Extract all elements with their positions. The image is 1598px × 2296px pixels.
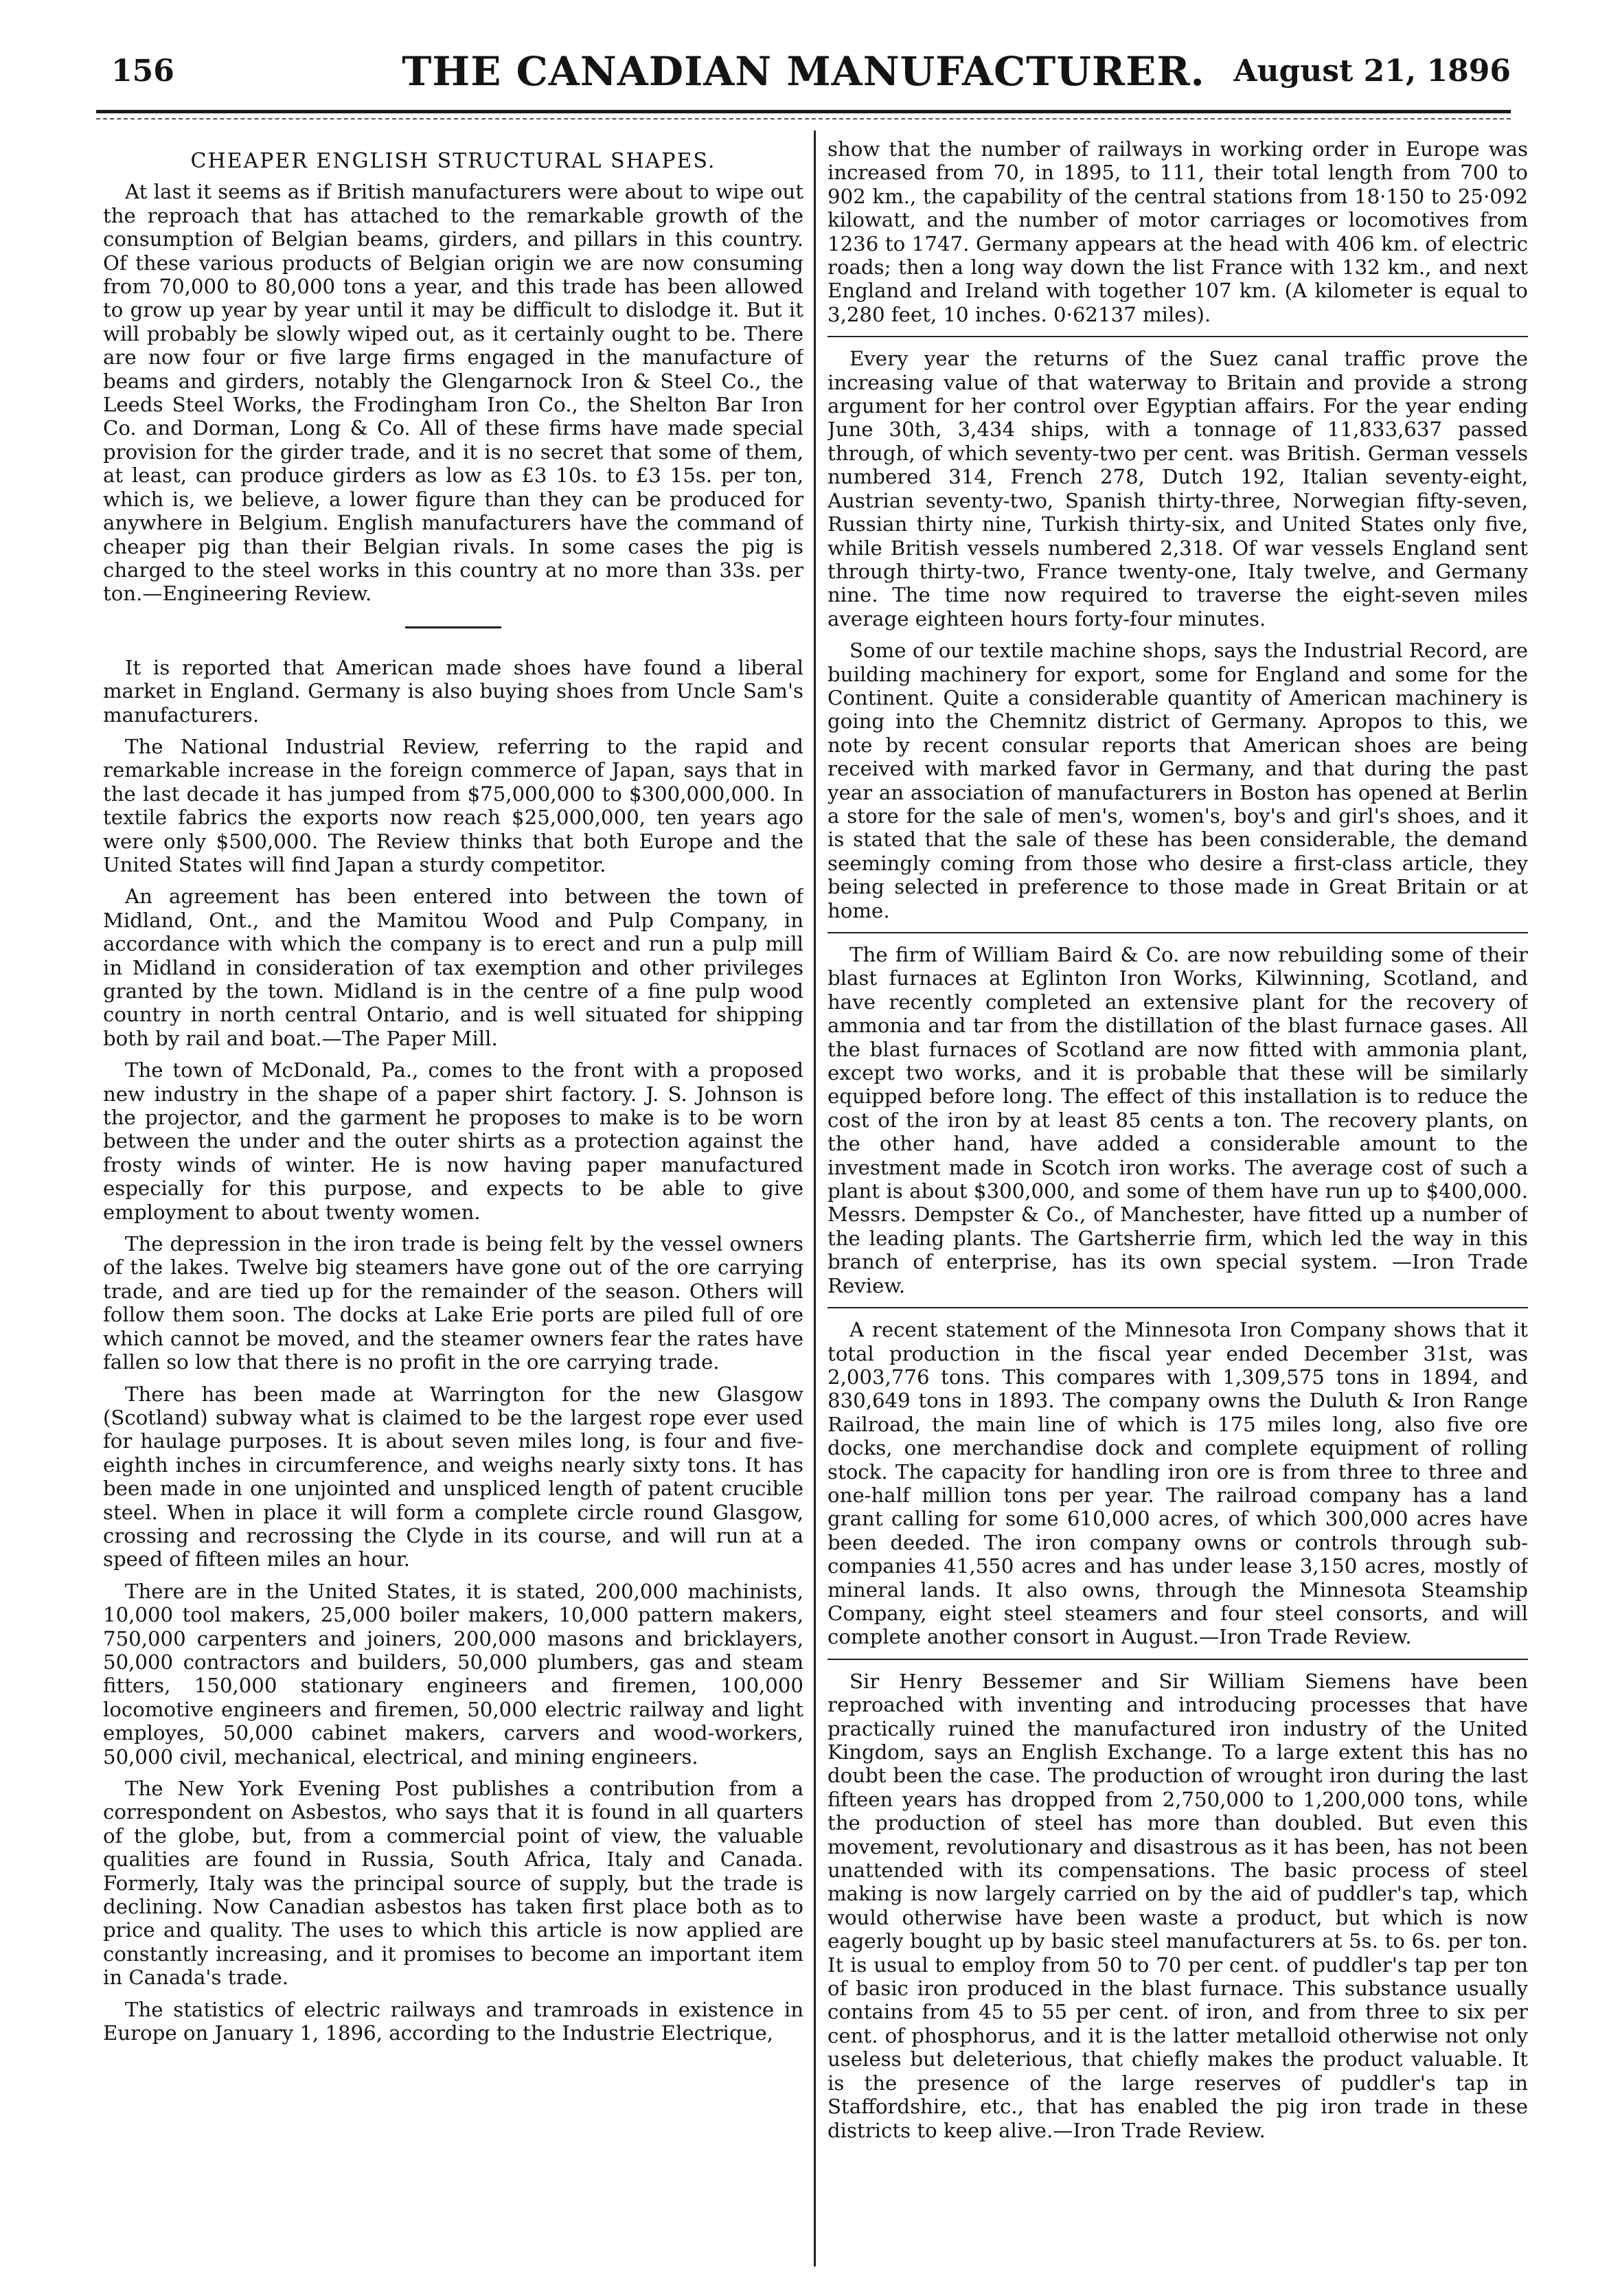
news-text: Every year the returns of the Suez canal traffic prove the increasing value of that waterway to Britain and provide a strong argument for her control over Egyptian affairs. For the year ending June 30th, 3,434 ships, with a tonnage of 11,833,637 passed through, of which seventy-two per cent. was British. German vessels numbered 314, French 278, Dutch 192, Italian seventy-eight, Austrian seventy-two, Spanish thirty-three, Norwegian fifty-seven, Russian thirty nine, Turkish thirty-six, and United States only five, while British vessels numbered 2,318. Of war vessels England sent through thirty-two, France twenty-one, Italy twelve, and Germany nine. The time now required to traverse the eight-seven miles average eighteen hours forty-four minutes. [827, 347, 1528, 630]
header-rule [96, 110, 1511, 113]
news-item [103, 1998, 803, 2045]
news-text: Sir Henry Bessemer and Sir William Siemens have been reproached with inventing and introducing processes that have practically ruined the manufactured iron industry of the United Kingdom, says an English Exchange. To a large extent this has no doubt been the case. The production of wrought iron during the last fifteen years has dropped from 2,750,000 to 1,200,000 tons, while the production of steel has more than doubled. But even this movement, revolutionary and disastrous as it has been, has not been unattended with its compensations. The basic process of steel making is now largely carried on by the aid of puddler's tap, which would otherwise have been waste a product, but which is now eagerly bought up by basic steel manufacturers at 5s. to 6s. per ton. It is usual to employ from 50 to 70 per cent. of puddler's tap per ton of basic iron produced in the blast furnace. This substance usually contains from 45 to 55 per cent. of iron, and from three to six per cent. of phosphorus, and it is the latter metalloid otherwise not only useless but deleterious, that chiefly makes the product valuable. It is the presence of the large reserves of puddler's tap in Staffordshire, etc., that has enabled the pig iron trade in these districts to keep alive.—Iron Trade Review. [827, 1669, 1528, 2142]
publication-title: THE CANADIAN MANUFACTURER. [402, 48, 1205, 95]
news-text: There are in the United States, it is stated, 200,000 machinists, 10,000 tool makers, 25,000 boiler makers, 10,000 pattern makers, 750,000 carpenters and joiners, 200,000 masons and bricklayers, 50,000 contractors and builders, 50,000 plumbers, gas and steam fitters, 150,000 stationary engineers and firemen, 100,000 locomotive engineers and firemen, 50,000 electric railway and light employes, 50,000 cabinet makers, carvers and wood-workers, 50,000 civil, mechanical, electrical, and mining engineers. [103, 1579, 803, 1769]
news-item [827, 1670, 1528, 2142]
news-item [103, 1383, 803, 1571]
issue-date: August 21, 1896 [1233, 54, 1511, 89]
news-text: The New York Evening Post publishes a contribution from a correspondent on Asbestos, who says that it is found in all quarters of the globe, but, from a commercial point of view, the valuable qualities are found in Russia, South Africa, Italy and Canada. Formerly, Italy was the principal source of supply, but the trade is declining. Now Canadian asbestos has taken first place both as to price and quality. The uses to which this article is now applied are constantly increasing, and it promises to become an important item in Canada's trade. [103, 1777, 803, 1990]
left-column [103, 137, 803, 2266]
ornament-divider [405, 626, 501, 628]
news-text: A recent statement of the Minnesota Iron Company shows that it total production in the fiscal year ended December 31st, was 2,003,776 tons. This compares with 1,309,575 tons in 1894, and 830,649 tons in 1893. The company owns the Duluth & Iron Range Railroad, the main line of which is 175 miles long, also five ore docks, one merchandise dock and complete equipment of rolling stock. The capacity for handling iron ore is from three to three and one-half million tons per year. The railroad company has a land grant calling for some 610,000 acres, of which 300,000 acres have been deeded. The iron company owns or controls through sub-companies 41,550 acres and has under lease 3,150 acres, mostly of mineral lands. It also owns, through the Minnesota Steamship Company, eight steel steamers and four steel consorts, and will complete another consort in August.—Iron Trade Review. [827, 1318, 1528, 1649]
news-item [103, 1580, 803, 1769]
feature-article [103, 150, 803, 606]
header-rule-dashed [96, 118, 1511, 120]
news-text: show that the number of railways in working order in Europe was increased from 70, in 1895, to 111, their total length from 700 to 902 km., the capability of the central stations from 18·150 to 25·092 kilowatt, and the number of motor carriages or locomotives from 1236 to 1747. Germany appears at the head with 406 km. of electric roads; then a long way down the list France with 132 km., and next England and Ireland with together 107 km. (A kilometer is equal to 3,280 feet, 10 inches. 0·62137 miles). [827, 137, 1528, 326]
article-rule [827, 336, 1528, 337]
news-text: The depression in the iron trade is being felt by the vessel owners of the lakes. Twelve big steamers have gone out of the ore carrying trade, and are tied up for the remainder of the season. Others will follow them soon. The docks at Lake Erie ports are piled full of ore which cannot be moved, and the steamer owners fear the rates have fallen so low that there is no profit in the ore carrying trade. [103, 1232, 803, 1374]
column-divider [814, 130, 816, 2266]
article-rule [827, 1659, 1528, 1660]
news-text: It is reported that American made shoes have found a liberal market in England. Germany is also buying shoes from Uncle Sam's manufacturers. [103, 655, 803, 727]
news-text: The firm of William Baird & Co. are now rebuilding some of their blast furnaces at Eglinton Iron Works, Kilwinning, Scotland, and have recently completed an extensive plant for the recovery of ammonia and tar from the distillation of the blast furnace gases. All the blast furnaces of Scotland are now fitted with ammonia plant, except two works, and it is probable that these will be similarly equipped before long. The effect of this installation is to reduce the cost of the iron by at least 85 cents a ton. The recovery plants, on the other hand, have added a considerable amount to the investment made in Scotch iron works. The average cost of such a plant is about $300,000, and some of them have run up to $400,000. Messrs. Dempster & Co., of Manchester, have fitted up a number of the leading plants. The Gartsherrie firm, which led the way in this branch of enterprise, has its own special system. —Iron Trade Review. [827, 943, 1528, 1297]
article-rule [827, 1307, 1528, 1308]
news-text: The town of McDonald, Pa., comes to the front with a proposed new industry in the shape of a paper shirt factory. J. S. Johnson is the projector, and the garment he proposes to make is to be worn between the under and the outer shirts as a protection against the frosty winds of winter. He is now having paper manufactured especially for this purpose, and expects to be able to give employment to about twenty women. [103, 1058, 803, 1224]
right-column [827, 137, 1528, 2266]
news-item [103, 885, 803, 1050]
article-rule [827, 932, 1528, 933]
news-item [103, 735, 803, 876]
page-header [96, 34, 1511, 110]
news-item [103, 1777, 803, 1990]
news-text: Some of our textile machine shops, says the Industrial Record, are building machinery for export, some for England and some for the Continent. Quite a considerable quantity of American machinery is going into the Chemnitz district of Germany. Apropos to this, we note by recent consular reports that American shoes are being received with marked favor in Germany, and that during the past year an association of manufacturers in Boston has opened at Berlin a store for the sale of men's, women's, boy's and girl's shoes, and it is stated that the sale of these has been considerable, the demand seemingly coming from those who desire a first-class article, they being selected in preference to those made in Great Britain or at home. [827, 639, 1528, 922]
news-text: An agreement has been entered into between the town of Midland, Ont., and the Mamitou Wood and Pulp Company, in accordance with which the company is to erect and run a pulp mill in Midland in consideration of tax exemption and other privileges granted by the town. Midland is in the centre of a fine pulp wood country in north central Ontario, and is well situated for shipping both by rail and boat.—The Paper Mill. [103, 885, 803, 1050]
news-item [827, 639, 1528, 922]
article-text: At last it seems as if British manufacturers were about to wipe out the reproach that has attached to the remarkable growth of the consumption of Belgian beams, girders, and pillars in this country. Of these various products of Belgian origin we are now consuming from 70,000 to 80,000 tons a year, and this trade has been allowed to grow up year by year until it may be difficult to dislodge it. But it will probably be slowly wiped out, as it certainly ought to be. There are now four or five large firms engaged in the manufacture of beams and girders, notably the Glengarnock Iron & Steel Co., the Leeds Steel Works, the Frodingham Iron Co., the Shelton Bar Iron Co. and Dorman, Long & Co. All of these firms have made special provision for the girder trade, and it is no secret that some of them, at least, can produce girders as low as £3 10s. to £3 15s. per ton, which is, we believe, a lower figure than they can be produced for anywhere in Belgium. English manufacturers have the command of cheaper pig than their Belgian rivals. In some cases the pig is charged to the steel works in this country at no more than 33s. per ton.—Engineering Review. [103, 180, 803, 606]
news-text: The National Industrial Review, referring to the rapid and remarkable increase in the foreign commerce of Japan, says that in the last decade it has jumped from $75,000,000 to $300,000,000. In textile fabrics the exports now reach $25,000,000, ten years ago were only $500,000. The Review thinks that both Europe and the United States will find Japan a sturdy competitor. [103, 734, 803, 876]
news-text: There has been made at Warrington for the new Glasgow (Scotland) subway what is claimed to be the largest rope ever used for haulage purposes. It is about seven miles long, is four and five-eighth inches in circumference, and weighs nearly sixty tons. It has been made in one unjointed and unspliced length of patent crucible steel. When in place it will form a complete circle round Glasgow, crossing and recrossing the Clyde in its course, and will run at a speed of fifteen miles an hour. [103, 1382, 803, 1571]
news-item [827, 1318, 1528, 1649]
article-heading: CHEAPER ENGLISH STRUCTURAL SHAPES. [190, 149, 716, 173]
news-item [827, 943, 1528, 1297]
news-item [827, 347, 1528, 630]
news-item [103, 1232, 803, 1374]
news-text: The statistics of electric railways and tramroads in existence in Europe on January 1, 1896, according to the Industrie Electrique, [103, 1997, 803, 2045]
page-number: 156 [111, 54, 174, 89]
news-item [103, 656, 803, 727]
news-item [103, 1058, 803, 1224]
news-item [827, 137, 1528, 326]
